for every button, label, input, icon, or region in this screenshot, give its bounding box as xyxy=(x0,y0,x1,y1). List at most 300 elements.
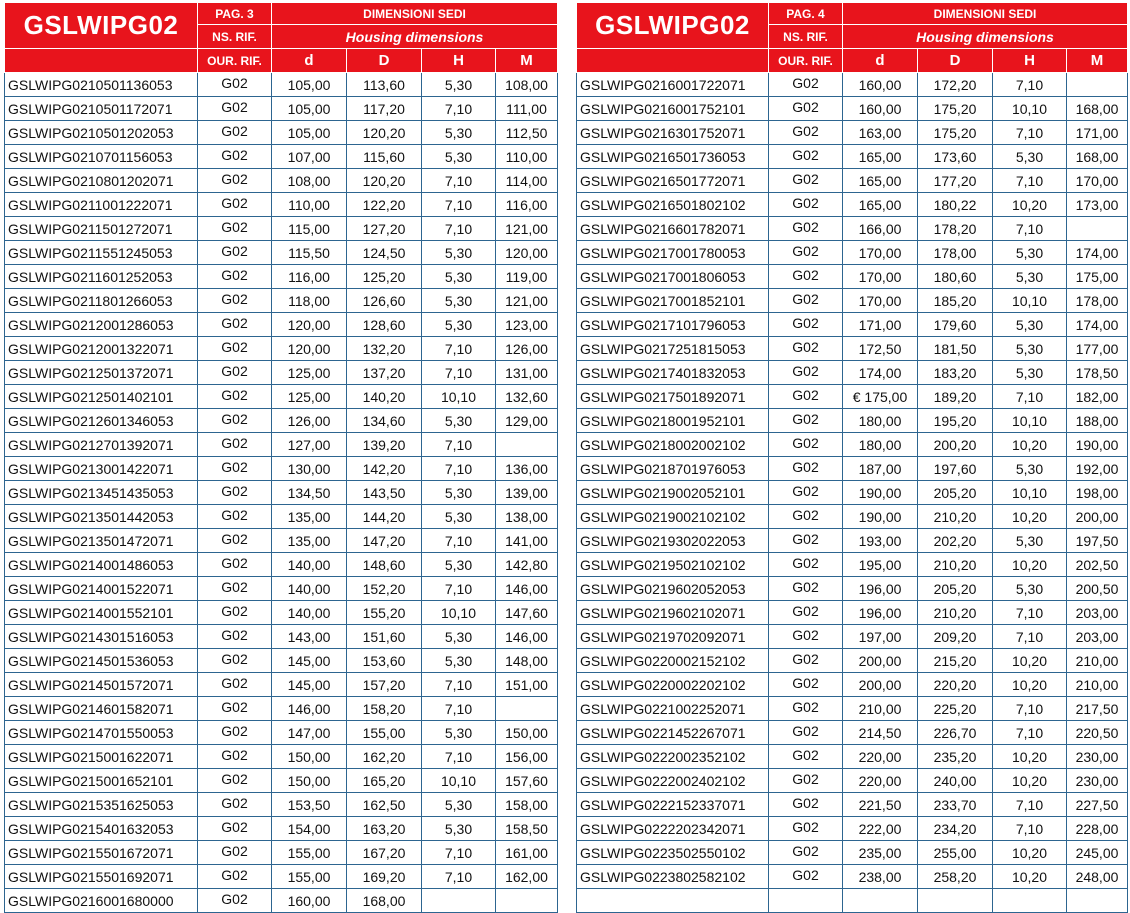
d-value-cell: 127,00 xyxy=(272,433,347,457)
D-value-cell: 226,70 xyxy=(918,721,993,745)
part-code-cell: GSLWIPG0210501202053 xyxy=(5,121,198,145)
D-value-cell: 181,50 xyxy=(918,337,993,361)
part-code-cell: GSLWIPG0214501536053 xyxy=(5,649,198,673)
table-row xyxy=(5,385,558,409)
M-value-cell: 121,00 xyxy=(496,289,558,313)
column-header-d: d xyxy=(843,49,918,73)
table-row xyxy=(5,289,558,313)
part-code-cell: GSLWIPG0215351625053 xyxy=(5,793,198,817)
part-code-cell: GSLWIPG0219302022053 xyxy=(577,529,769,553)
ref-cell: G02 xyxy=(769,361,843,385)
D-value-cell: 180,22 xyxy=(918,193,993,217)
table-row xyxy=(5,601,558,625)
ref-cell: G02 xyxy=(769,697,843,721)
D-value-cell: 185,20 xyxy=(918,289,993,313)
M-value-cell: 151,00 xyxy=(496,673,558,697)
table-row xyxy=(577,529,1128,553)
part-code-cell: GSLWIPG0214001552101 xyxy=(5,601,198,625)
D-value-cell xyxy=(918,889,993,913)
D-value-cell: 155,00 xyxy=(347,721,422,745)
ref-cell: G02 xyxy=(198,601,272,625)
D-value-cell: 155,20 xyxy=(347,601,422,625)
H-value-cell: 7,10 xyxy=(993,73,1067,97)
H-value-cell xyxy=(993,889,1067,913)
part-code-cell: GSLWIPG0219502102102 xyxy=(577,553,769,577)
H-value-cell: 10,20 xyxy=(993,433,1067,457)
M-value-cell: 121,00 xyxy=(496,217,558,241)
column-header-D: D xyxy=(347,49,422,73)
page-label: PAG. 4 xyxy=(769,3,843,25)
H-value-cell: 7,10 xyxy=(993,817,1067,841)
ref-cell: G02 xyxy=(769,841,843,865)
M-value-cell: 230,00 xyxy=(1067,769,1128,793)
d-value-cell: 126,00 xyxy=(272,409,347,433)
table-row xyxy=(577,553,1128,577)
d-value-cell: 145,00 xyxy=(272,649,347,673)
D-value-cell: 139,20 xyxy=(347,433,422,457)
H-value-cell: 5,30 xyxy=(993,577,1067,601)
ref-cell: G02 xyxy=(769,673,843,697)
H-value-cell xyxy=(422,889,496,913)
d-value-cell: 187,00 xyxy=(843,457,918,481)
part-code-cell: GSLWIPG0213001422071 xyxy=(5,457,198,481)
D-value-cell: 124,50 xyxy=(347,241,422,265)
part-code-cell: GSLWIPG0212701392071 xyxy=(5,433,198,457)
ref-cell: G02 xyxy=(198,865,272,889)
D-value-cell: 137,20 xyxy=(347,361,422,385)
part-code-cell: GSLWIPG0220002202102 xyxy=(577,673,769,697)
part-code-cell: GSLWIPG0219002052101 xyxy=(577,481,769,505)
H-value-cell: 7,10 xyxy=(422,97,496,121)
table-row xyxy=(5,73,558,97)
D-value-cell: 179,60 xyxy=(918,313,993,337)
part-code-cell: GSLWIPG0221452267071 xyxy=(577,721,769,745)
H-value-cell: 10,20 xyxy=(993,673,1067,697)
d-value-cell: 105,00 xyxy=(272,73,347,97)
d-value-cell: 220,00 xyxy=(843,745,918,769)
table-row xyxy=(5,217,558,241)
ref-cell: G02 xyxy=(769,553,843,577)
table-row xyxy=(577,673,1128,697)
part-code-cell: GSLWIPG0216301752071 xyxy=(577,121,769,145)
M-value-cell: 158,00 xyxy=(496,793,558,817)
D-value-cell: 115,60 xyxy=(347,145,422,169)
M-value-cell: 210,00 xyxy=(1067,649,1128,673)
part-code-cell: GSLWIPG0217001852101 xyxy=(577,289,769,313)
M-value-cell: 192,00 xyxy=(1067,457,1128,481)
part-code-cell: GSLWIPG0217001780053 xyxy=(577,241,769,265)
H-value-cell: 5,30 xyxy=(422,241,496,265)
part-code-cell: GSLWIPG0211601252053 xyxy=(5,265,198,289)
d-value-cell: 210,00 xyxy=(843,697,918,721)
H-value-cell: 5,30 xyxy=(993,241,1067,265)
part-code-cell: GSLWIPG0217101796053 xyxy=(577,313,769,337)
ref-cell: G02 xyxy=(769,265,843,289)
D-value-cell: 152,20 xyxy=(347,577,422,601)
d-value-cell: 120,00 xyxy=(272,337,347,361)
table-row xyxy=(577,193,1128,217)
table-row xyxy=(5,457,558,481)
D-value-cell: 178,00 xyxy=(918,241,993,265)
D-value-cell: 200,20 xyxy=(918,433,993,457)
H-value-cell: 10,20 xyxy=(993,505,1067,529)
M-value-cell: 245,00 xyxy=(1067,841,1128,865)
ref-cell: G02 xyxy=(198,889,272,913)
H-value-cell: 7,10 xyxy=(422,577,496,601)
M-value-cell: 147,60 xyxy=(496,601,558,625)
D-value-cell: 202,20 xyxy=(918,529,993,553)
H-value-cell: 5,30 xyxy=(993,337,1067,361)
d-value-cell: 200,00 xyxy=(843,673,918,697)
ref-cell: G02 xyxy=(198,505,272,529)
d-value-cell: 170,00 xyxy=(843,265,918,289)
d-value-cell: 118,00 xyxy=(272,289,347,313)
M-value-cell: 146,00 xyxy=(496,625,558,649)
ref-cell: G02 xyxy=(769,721,843,745)
d-value-cell xyxy=(843,889,918,913)
dimension-title: DIMENSIONI SEDI xyxy=(272,3,558,25)
dimension-subtitle: Housing dimensions xyxy=(272,25,558,49)
H-value-cell: 5,30 xyxy=(422,409,496,433)
H-value-cell: 7,10 xyxy=(422,673,496,697)
M-value-cell: 248,00 xyxy=(1067,865,1128,889)
H-value-cell: 7,10 xyxy=(422,745,496,769)
H-value-cell: 10,20 xyxy=(993,745,1067,769)
D-value-cell: 178,20 xyxy=(918,217,993,241)
ref-cell: G02 xyxy=(198,145,272,169)
M-value-cell: 148,00 xyxy=(496,649,558,673)
H-value-cell: 10,10 xyxy=(993,289,1067,313)
our-rif-label: OUR. RIF. xyxy=(198,49,272,73)
M-value-cell: 174,00 xyxy=(1067,241,1128,265)
H-value-cell: 5,30 xyxy=(422,289,496,313)
part-code-cell: GSLWIPG0210501172071 xyxy=(5,97,198,121)
d-value-cell: 125,00 xyxy=(272,361,347,385)
H-value-cell: 5,30 xyxy=(422,73,496,97)
d-value-cell: 150,00 xyxy=(272,745,347,769)
ref-cell: G02 xyxy=(198,73,272,97)
column-header-M: M xyxy=(496,49,558,73)
table-row xyxy=(577,841,1128,865)
D-value-cell: 120,20 xyxy=(347,121,422,145)
ref-cell: G02 xyxy=(769,193,843,217)
H-value-cell: 7,10 xyxy=(422,433,496,457)
part-code-cell: GSLWIPG0216501736053 xyxy=(577,145,769,169)
D-value-cell: 147,20 xyxy=(347,529,422,553)
H-value-cell: 7,10 xyxy=(422,337,496,361)
ref-cell: G02 xyxy=(198,625,272,649)
table-row xyxy=(577,625,1128,649)
series-title: GSLWIPG02 xyxy=(5,3,198,49)
part-code-cell: GSLWIPG0218001952101 xyxy=(577,409,769,433)
D-value-cell: 132,20 xyxy=(347,337,422,361)
part-code-cell: GSLWIPG0211501272071 xyxy=(5,217,198,241)
D-value-cell: 195,20 xyxy=(918,409,993,433)
M-value-cell: 198,00 xyxy=(1067,481,1128,505)
H-value-cell: 7,10 xyxy=(993,697,1067,721)
ref-cell: G02 xyxy=(769,97,843,121)
table-row xyxy=(5,745,558,769)
M-value-cell: 203,00 xyxy=(1067,625,1128,649)
D-value-cell: 205,20 xyxy=(918,577,993,601)
M-value-cell: 182,00 xyxy=(1067,385,1128,409)
d-value-cell: 193,00 xyxy=(843,529,918,553)
table-row xyxy=(5,865,558,889)
d-value-cell: 110,00 xyxy=(272,193,347,217)
column-header-d: d xyxy=(272,49,347,73)
table-row xyxy=(5,145,558,169)
D-value-cell: 235,20 xyxy=(918,745,993,769)
d-value-cell: 180,00 xyxy=(843,433,918,457)
M-value-cell: 114,00 xyxy=(496,169,558,193)
table-row xyxy=(5,193,558,217)
D-value-cell: 158,20 xyxy=(347,697,422,721)
H-value-cell: 5,30 xyxy=(422,793,496,817)
ref-cell: G02 xyxy=(198,361,272,385)
table-row xyxy=(5,577,558,601)
D-value-cell: 128,60 xyxy=(347,313,422,337)
table-row xyxy=(5,241,558,265)
table-row xyxy=(577,385,1128,409)
d-value-cell: 195,00 xyxy=(843,553,918,577)
dimensions-table-page-4 xyxy=(576,2,1128,913)
M-value-cell: 202,50 xyxy=(1067,553,1128,577)
D-value-cell: 120,20 xyxy=(347,169,422,193)
d-value-cell: 171,00 xyxy=(843,313,918,337)
D-value-cell: 220,20 xyxy=(918,673,993,697)
M-value-cell: 129,00 xyxy=(496,409,558,433)
ref-cell: G02 xyxy=(769,529,843,553)
d-value-cell: 165,00 xyxy=(843,145,918,169)
ref-cell: G02 xyxy=(198,265,272,289)
table-row xyxy=(5,721,558,745)
D-value-cell: 172,20 xyxy=(918,73,993,97)
H-value-cell: 7,10 xyxy=(422,697,496,721)
d-value-cell: 214,50 xyxy=(843,721,918,745)
M-value-cell: 112,50 xyxy=(496,121,558,145)
d-value-cell: 197,00 xyxy=(843,625,918,649)
M-value-cell: 188,00 xyxy=(1067,409,1128,433)
table-row xyxy=(577,145,1128,169)
H-value-cell: 5,30 xyxy=(993,265,1067,289)
M-value-cell xyxy=(496,433,558,457)
part-code-cell: GSLWIPG0212501372071 xyxy=(5,361,198,385)
d-value-cell: 200,00 xyxy=(843,649,918,673)
part-code-cell: GSLWIPG0215501692071 xyxy=(5,865,198,889)
d-value-cell: € 175,00 xyxy=(843,385,918,409)
part-code-cell: GSLWIPG0213501472071 xyxy=(5,529,198,553)
M-value-cell: 126,00 xyxy=(496,337,558,361)
D-value-cell: 210,20 xyxy=(918,505,993,529)
d-value-cell: 160,00 xyxy=(843,97,918,121)
D-value-cell: 165,20 xyxy=(347,769,422,793)
part-code-cell: GSLWIPG0220002152102 xyxy=(577,649,769,673)
table-row xyxy=(5,529,558,553)
d-value-cell: 134,50 xyxy=(272,481,347,505)
dimension-subtitle: Housing dimensions xyxy=(843,25,1128,49)
table-row xyxy=(577,409,1128,433)
M-value-cell: 178,00 xyxy=(1067,289,1128,313)
part-code-cell: GSLWIPG0222002352102 xyxy=(577,745,769,769)
M-value-cell: 171,00 xyxy=(1067,121,1128,145)
d-value-cell: 155,00 xyxy=(272,841,347,865)
dimension-title: DIMENSIONI SEDI xyxy=(843,3,1128,25)
ref-cell: G02 xyxy=(198,97,272,121)
H-value-cell: 5,30 xyxy=(422,721,496,745)
table-row xyxy=(5,481,558,505)
M-value-cell: 197,50 xyxy=(1067,529,1128,553)
ref-cell: G02 xyxy=(198,697,272,721)
part-code-cell: GSLWIPG0219602052053 xyxy=(577,577,769,601)
part-code-cell: GSLWIPG0216501802102 xyxy=(577,193,769,217)
ref-cell: G02 xyxy=(198,769,272,793)
H-value-cell: 7,10 xyxy=(993,601,1067,625)
M-value-cell: 157,60 xyxy=(496,769,558,793)
table-row xyxy=(577,697,1128,721)
ref-cell: G02 xyxy=(769,433,843,457)
table-row xyxy=(577,889,1128,913)
d-value-cell: 140,00 xyxy=(272,577,347,601)
d-value-cell: 235,00 xyxy=(843,841,918,865)
d-value-cell: 105,00 xyxy=(272,97,347,121)
M-value-cell: 111,00 xyxy=(496,97,558,121)
part-code-cell: GSLWIPG0212001286053 xyxy=(5,313,198,337)
table-row xyxy=(577,97,1128,121)
table-row xyxy=(577,241,1128,265)
H-value-cell: 10,10 xyxy=(993,97,1067,121)
part-code-cell: GSLWIPG0210501136053 xyxy=(5,73,198,97)
M-value-cell xyxy=(496,889,558,913)
column-header-H: H xyxy=(422,49,496,73)
D-value-cell: 209,20 xyxy=(918,625,993,649)
part-code-cell: GSLWIPG0214301516053 xyxy=(5,625,198,649)
part-code-cell: GSLWIPG0210701156053 xyxy=(5,145,198,169)
table-row xyxy=(577,481,1128,505)
table-row xyxy=(577,313,1128,337)
d-value-cell: 190,00 xyxy=(843,481,918,505)
H-value-cell: 10,10 xyxy=(993,409,1067,433)
M-value-cell: 203,00 xyxy=(1067,601,1128,625)
d-value-cell: 150,00 xyxy=(272,769,347,793)
M-value-cell: 139,00 xyxy=(496,481,558,505)
H-value-cell: 5,30 xyxy=(422,313,496,337)
part-code-cell: GSLWIPG0222002402102 xyxy=(577,769,769,793)
H-value-cell: 5,30 xyxy=(422,649,496,673)
table-row xyxy=(577,817,1128,841)
table-row xyxy=(577,265,1128,289)
D-value-cell: 183,20 xyxy=(918,361,993,385)
M-value-cell: 162,00 xyxy=(496,865,558,889)
d-value-cell: 170,00 xyxy=(843,289,918,313)
M-value-cell: 230,00 xyxy=(1067,745,1128,769)
table-row xyxy=(577,577,1128,601)
ref-cell: G02 xyxy=(769,169,843,193)
D-value-cell: 126,60 xyxy=(347,289,422,313)
H-value-cell: 7,10 xyxy=(422,361,496,385)
table-row xyxy=(577,865,1128,889)
D-value-cell: 163,20 xyxy=(347,817,422,841)
ref-cell: G02 xyxy=(198,745,272,769)
ref-cell: G02 xyxy=(198,121,272,145)
part-code-cell: GSLWIPG0212001322071 xyxy=(5,337,198,361)
part-code-cell: GSLWIPG0219002102102 xyxy=(577,505,769,529)
ref-cell: G02 xyxy=(198,409,272,433)
table-row xyxy=(577,721,1128,745)
ref-cell: G02 xyxy=(198,673,272,697)
H-value-cell: 10,10 xyxy=(422,601,496,625)
header-spacer xyxy=(577,49,769,73)
part-code-cell: GSLWIPG0218701976053 xyxy=(577,457,769,481)
d-value-cell: 174,00 xyxy=(843,361,918,385)
part-code-cell: GSLWIPG0211001222071 xyxy=(5,193,198,217)
M-value-cell: 220,50 xyxy=(1067,721,1128,745)
ref-cell: G02 xyxy=(198,193,272,217)
table-row xyxy=(577,73,1128,97)
D-value-cell: 122,20 xyxy=(347,193,422,217)
H-value-cell: 10,20 xyxy=(993,865,1067,889)
ref-cell: G02 xyxy=(769,313,843,337)
part-code-cell: GSLWIPG0213501442053 xyxy=(5,505,198,529)
H-value-cell: 10,20 xyxy=(993,649,1067,673)
ref-cell: G02 xyxy=(769,217,843,241)
ref-cell: G02 xyxy=(769,337,843,361)
d-value-cell: 115,50 xyxy=(272,241,347,265)
d-value-cell: 172,50 xyxy=(843,337,918,361)
d-value-cell: 146,00 xyxy=(272,697,347,721)
part-code-cell: GSLWIPG0217501892071 xyxy=(577,385,769,409)
ref-cell: G02 xyxy=(198,649,272,673)
d-value-cell: 160,00 xyxy=(843,73,918,97)
part-code-cell: GSLWIPG0223802582102 xyxy=(577,865,769,889)
part-code-cell: GSLWIPG0218002002102 xyxy=(577,433,769,457)
H-value-cell: 7,10 xyxy=(993,793,1067,817)
our-rif-label: OUR. RIF. xyxy=(769,49,843,73)
D-value-cell: 148,60 xyxy=(347,553,422,577)
ref-cell: G02 xyxy=(198,385,272,409)
ref-cell: G02 xyxy=(198,817,272,841)
d-value-cell: 165,00 xyxy=(843,193,918,217)
d-value-cell: 135,00 xyxy=(272,529,347,553)
D-value-cell: 210,20 xyxy=(918,553,993,577)
ref-cell: G02 xyxy=(198,457,272,481)
ref-cell: G02 xyxy=(769,289,843,313)
D-value-cell: 205,20 xyxy=(918,481,993,505)
part-code-cell: GSLWIPG0212601346053 xyxy=(5,409,198,433)
part-code-cell: GSLWIPG0216001752101 xyxy=(577,97,769,121)
M-value-cell: 131,00 xyxy=(496,361,558,385)
table-row xyxy=(577,601,1128,625)
ref-cell: G02 xyxy=(198,553,272,577)
d-value-cell: 107,00 xyxy=(272,145,347,169)
H-value-cell: 5,30 xyxy=(422,121,496,145)
H-value-cell: 5,30 xyxy=(993,145,1067,169)
table-row xyxy=(577,121,1128,145)
ns-rif-label: NS. RIF. xyxy=(198,25,272,49)
D-value-cell: 177,20 xyxy=(918,169,993,193)
M-value-cell: 173,00 xyxy=(1067,193,1128,217)
H-value-cell: 5,30 xyxy=(422,481,496,505)
M-value-cell: 200,50 xyxy=(1067,577,1128,601)
d-value-cell: 163,00 xyxy=(843,121,918,145)
ref-cell: G02 xyxy=(769,625,843,649)
M-value-cell: 170,00 xyxy=(1067,169,1128,193)
d-value-cell: 140,00 xyxy=(272,601,347,625)
table-row xyxy=(577,769,1128,793)
part-code-cell: GSLWIPG0223502550102 xyxy=(577,841,769,865)
ref-cell: G02 xyxy=(769,745,843,769)
table-row xyxy=(5,841,558,865)
H-value-cell: 7,10 xyxy=(993,625,1067,649)
